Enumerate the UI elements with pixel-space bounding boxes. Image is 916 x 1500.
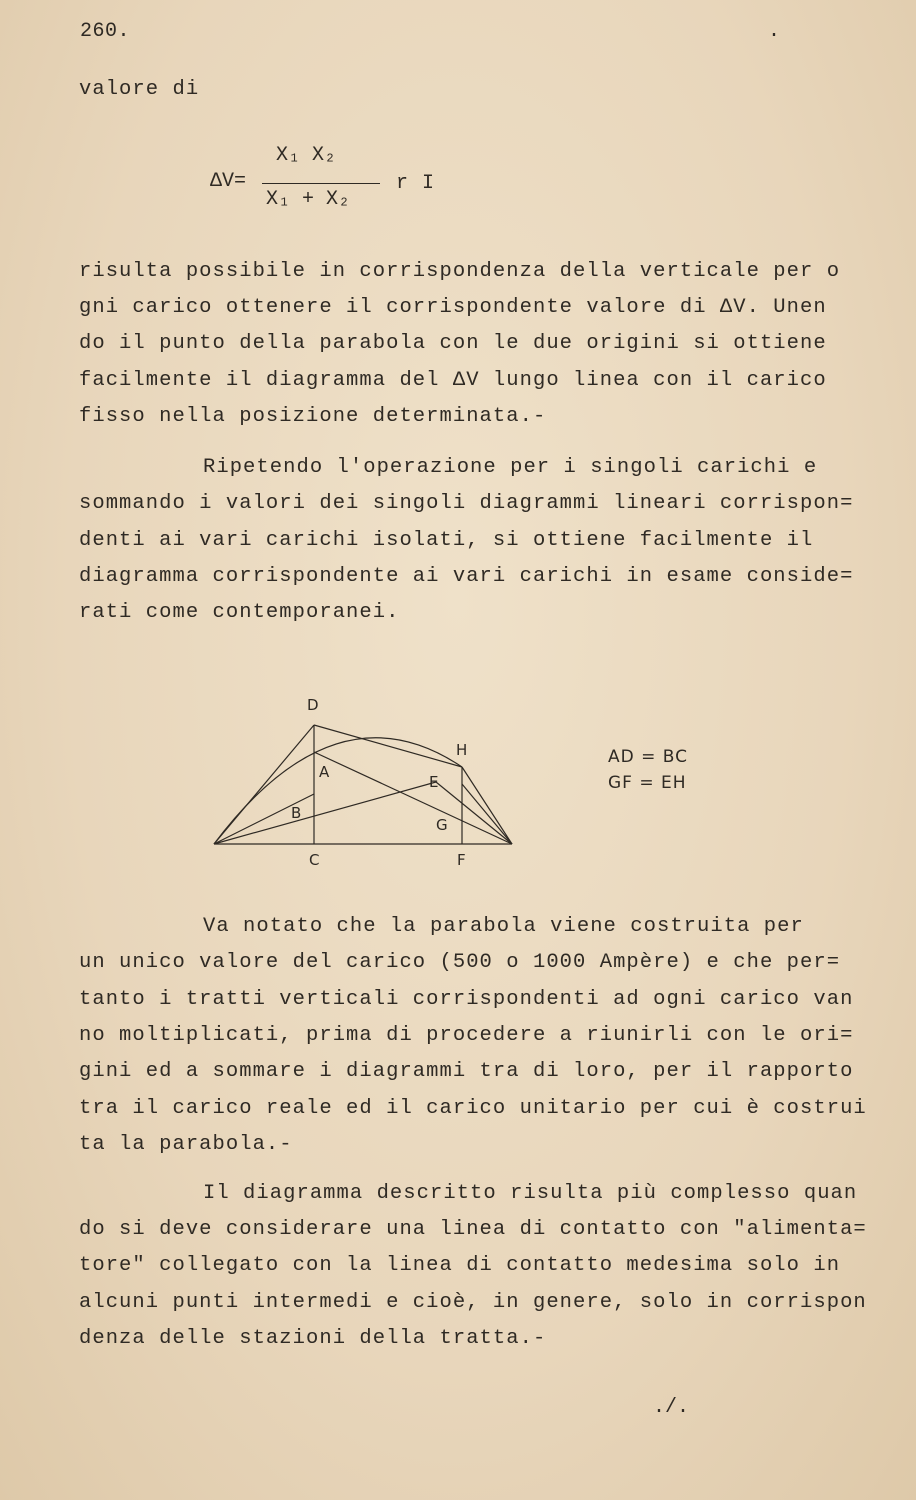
top-chord [314,725,462,767]
formula-rhs: r I [396,172,436,195]
formula-numerator: X₁ X₂ [276,144,337,167]
top-mark: . [768,20,781,43]
label-e: E [429,773,439,791]
formula-lhs: ΔV= [210,170,247,193]
paragraph2-line: diagramma corrispondente ai vari carichi in esame conside= [79,565,854,588]
paragraph1-line: do il punto della parabola con le due origini si ottiene [79,332,827,355]
paragraph3-line: ta la parabola.- [79,1133,293,1156]
formula-denominator: X₁ + X₂ [266,188,351,211]
paragraph1-line: facilmente il diagramma del ΔV lungo linea con il carico [79,369,827,392]
paragraph3-line: gini ed a sommare i diagrammi tra di loro, per il rapporto [79,1060,854,1083]
label-f: F [457,851,466,869]
label-h: H [456,741,468,759]
equation-gf-eh: GF = EH [608,773,687,793]
segment-e-to-end [436,782,512,844]
parabola-curve [214,738,462,844]
paragraph2-line: denti ai vari carichi isolati, si ottiene facilmente il [79,529,814,552]
paragraph1-line: risulta possibile in corrispondenza della verticale per o [79,260,841,283]
left-side [214,725,314,844]
paragraph4-line: Il diagramma descritto risulta più complesso quan [203,1182,858,1205]
continuation-mark: ./. [653,1396,690,1419]
paragraph2-line: Ripetendo l'operazione per i singoli carichi e [203,456,818,479]
paragraph3-line: tanto i tratti verticali corrispondenti ad ogni carico van [79,988,854,1011]
paragraph1-line: gni carico ottenere il corrispondente valore di ΔV. Unen [79,296,827,319]
paragraph3-line: tra il carico reale ed il carico unitario per cui è costrui [79,1097,867,1120]
paragraph1-line: fisso nella posizione determinata.- [79,405,547,428]
parabola-diagram [206,692,522,872]
fraction-bar [262,183,380,184]
paragraph3-line: un unico valore del carico (500 o 1000 Ampère) e che per= [79,951,841,974]
paragraph2-line: sommando i valori dei singoli diagrammi lineari corrispon= [79,492,854,515]
segment-h-to-end [462,784,512,844]
paragraph4-line: denza delle stazioni della tratta.- [79,1327,547,1350]
label-d: D [307,696,319,714]
diagram-svg [206,692,522,872]
label-b: B [291,804,302,822]
formula [210,140,470,230]
label-g: G [436,816,448,834]
paragraph4-line: alcuni punti intermedi e cioè, in genere, solo in corrispon [79,1291,867,1314]
paragraph2-line: rati come contemporanei. [79,601,400,624]
label-c: C [309,851,320,869]
label-a: A [319,763,330,781]
diagonal-origin-to-e [214,782,436,844]
page-number: 260. [80,20,131,43]
intro-text: valore di [79,78,200,101]
equation-ad-bc: AD = BC [608,747,689,767]
paragraph3-line: Va notato che la parabola viene costruita per [203,915,804,938]
paragraph4-line: tore" collegato con la linea di contatto medesima solo in [79,1254,841,1277]
paragraph3-line: no moltiplicati, prima di procedere a riunirli con le ori= [79,1024,854,1047]
paragraph4-line: do si deve considerare una linea di contatto con "alimenta= [79,1218,867,1241]
